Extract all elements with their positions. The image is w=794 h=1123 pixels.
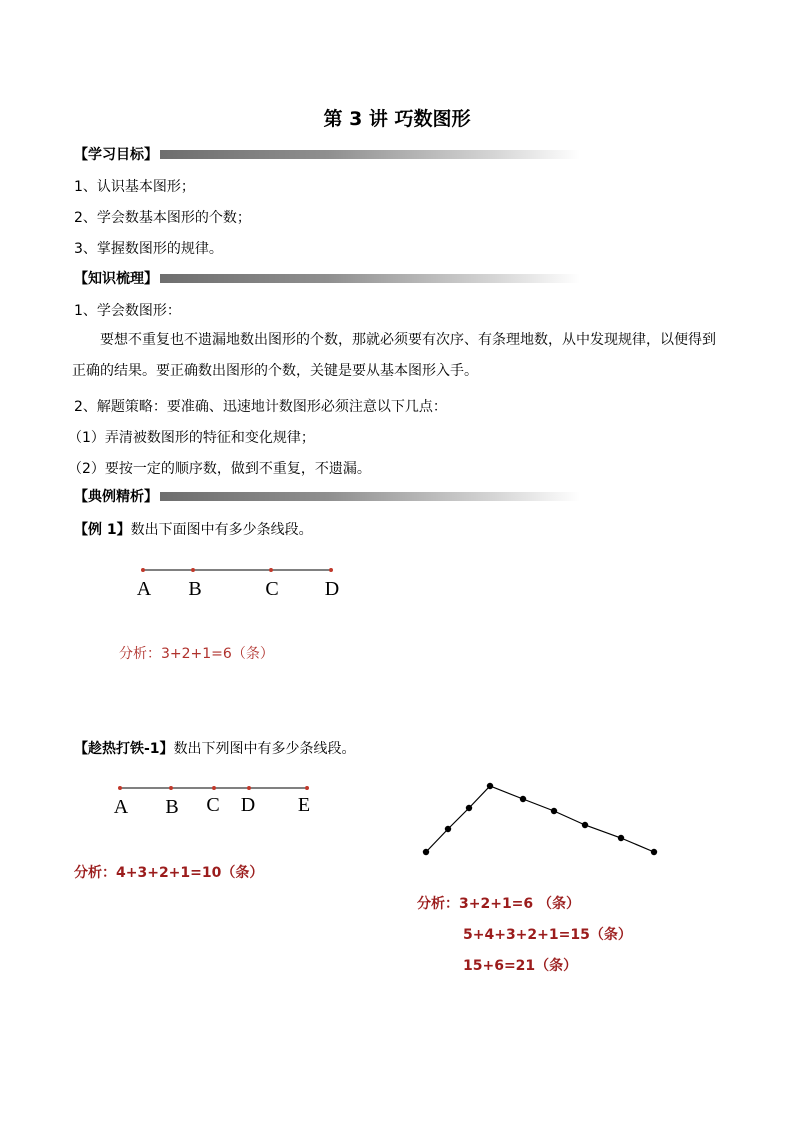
point-label-b: B: [188, 578, 202, 600]
angle-point: [618, 835, 624, 841]
page-title: 第 3 讲 巧数图形: [323, 108, 471, 130]
angle-point: [423, 849, 429, 855]
practice-1-tag: 【趁热打铁-1】: [74, 741, 174, 757]
point-label-e: E: [297, 794, 311, 816]
angle-point: [520, 796, 526, 802]
section-header-examples: [74, 486, 580, 506]
practice-1-question: [74, 738, 356, 758]
segment-point: [169, 786, 173, 790]
segment-point: [118, 786, 122, 790]
point-label-c: C: [265, 578, 279, 600]
segment-point: [141, 568, 145, 572]
angle-point: [466, 805, 472, 811]
point-label-d: D: [324, 578, 340, 600]
section-divider-bar: [160, 150, 580, 159]
section-label-examples: 【典例精析】: [74, 489, 158, 505]
practice-1-segment-figure: [110, 780, 330, 820]
knowledge-item-2: 2、解题策略：要准确、迅速地计数图形必须注意以下几点：: [74, 399, 447, 415]
angle-polyline: [426, 786, 654, 852]
knowledge-paragraph: 要想不重复也不遗漏地数出图形的个数，那就必须要有次序、有条理地数，从中发现规律，以便得到正确的结果。要正确数出图形的个数，关键是要从基本图形入手。: [72, 332, 716, 379]
section-divider-bar: [160, 274, 580, 283]
knowledge-item-1: 1、学会数图形：: [74, 303, 181, 319]
goal-item-3: 3、掌握数图形的规律。: [74, 241, 223, 257]
section-label-knowledge: 【知识梳理】: [74, 271, 158, 287]
practice-1-angle-figure: [418, 775, 668, 865]
point-label-a: A: [113, 796, 129, 818]
section-header-goals: [74, 144, 580, 164]
example-1-question: [74, 519, 313, 539]
section-header-knowledge: [74, 268, 580, 288]
goal-item-1: 1、认识基本图形；: [74, 179, 195, 195]
point-label-c: C: [206, 794, 220, 816]
segment-point: [212, 786, 216, 790]
angle-point: [445, 826, 451, 832]
example-1-tag: 【例 1】: [74, 522, 131, 538]
practice-1-analysis-left: 分析：4+3+2+1=10（条）: [74, 865, 264, 881]
knowledge-subitem-1: （1）弄清被数图形的特征和变化规律；: [68, 430, 315, 446]
point-label-b: B: [165, 796, 179, 818]
segment-point: [329, 568, 333, 572]
example-1-text: 数出下面图中有多少条线段。: [130, 522, 313, 538]
practice-1-analysis-right-3: 15+6=21（条）: [463, 958, 578, 974]
example-1-segment-figure: [130, 560, 350, 604]
angle-vertex: [487, 783, 493, 789]
segment-point: [305, 786, 309, 790]
knowledge-subitem-2: （2）要按一定的顺序数，做到不重复，不遗漏。: [68, 461, 371, 477]
point-label-d: D: [240, 794, 256, 816]
section-divider-bar: [160, 492, 580, 501]
point-label-a: A: [136, 578, 152, 600]
segment-point: [247, 786, 251, 790]
segment-point: [191, 568, 195, 572]
practice-1-analysis-right-1: 分析：3+2+1=6 （条）: [417, 896, 581, 912]
angle-point: [651, 849, 657, 855]
practice-1-text: 数出下列图中有多少条线段。: [173, 741, 356, 757]
practice-1-analysis-right-2: 5+4+3+2+1=15（条）: [463, 927, 632, 943]
segment-point: [269, 568, 273, 572]
angle-point: [582, 822, 588, 828]
section-label-goals: 【学习目标】: [74, 147, 158, 163]
example-1-analysis: 分析：3+2+1=6（条）: [119, 646, 274, 662]
angle-point: [551, 808, 557, 814]
goal-item-2: 2、学会数基本图形的个数；: [74, 210, 251, 226]
